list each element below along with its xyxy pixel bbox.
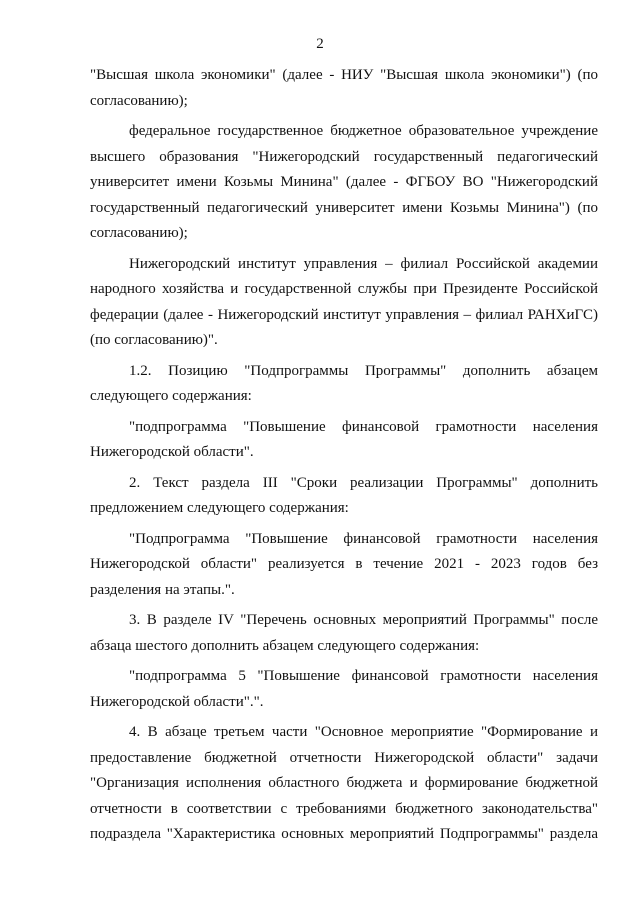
page-number: 2 <box>316 36 324 52</box>
paragraph-item-2: 2. Текст раздела III "Сроки реализации Программы" дополнить предложением следующего содержания: <box>90 474 598 516</box>
document-body <box>90 63 598 848</box>
paragraph-subprogram-position: "подпрограмма "Повышение финансовой грамотности населения Нижегородской области". <box>90 418 598 460</box>
paragraph-subprogram-timeline: "Подпрограмма "Повышение финансовой грамотности населения Нижегородской области" реализуется в течение 2021 - 2023 годов без разделения на этапы.". <box>90 530 598 598</box>
paragraph-subprogram-5: "подпрограмма 5 "Повышение финансовой грамотности населения Нижегородской области".". <box>90 668 598 710</box>
paragraph-item-4: 4. В абзаце третьем части "Основное мероприятие "Формирование и предоставление бюджетной отчетности Нижегородской области" задачи "Организация исполнения областного бюджета и формирование бюджетной отчетности в соответствии с требованиями бюджетного законодательства" подраздела "Характеристика основных мероприятий Подпрограммы" раздела <box>90 724 598 842</box>
paragraph-hse-continuation: "Высшая школа экономики" (далее - НИУ "Высшая школа экономики") (по согласованию); <box>90 67 598 109</box>
paragraph-ranepa-institute: Нижегородский институт управления – филиал Российской академии народного хозяйства и государственной службы при Президенте Российской федерации (далее - Нижегородский институт управления – филиал РАНХиГС) (по согласованию)". <box>90 255 598 348</box>
paragraph-minin-university: федеральное государственное бюджетное образовательное учреждение высшего образования "Нижегородский государственный педагогический университет имени Козьмы Минина" (далее - ФГБОУ ВО "Нижегородский государственный педагогический университет имени Козьмы Минина") (по согласованию); <box>90 123 598 241</box>
paragraph-item-3: 3. В разделе IV "Перечень основных мероприятий Программы" после абзаца шестого дополнить абзацем следующего содержания: <box>90 612 598 654</box>
paragraph-item-1-2: 1.2. Позицию "Подпрограммы Программы" дополнить абзацем следующего содержания: <box>90 362 598 404</box>
